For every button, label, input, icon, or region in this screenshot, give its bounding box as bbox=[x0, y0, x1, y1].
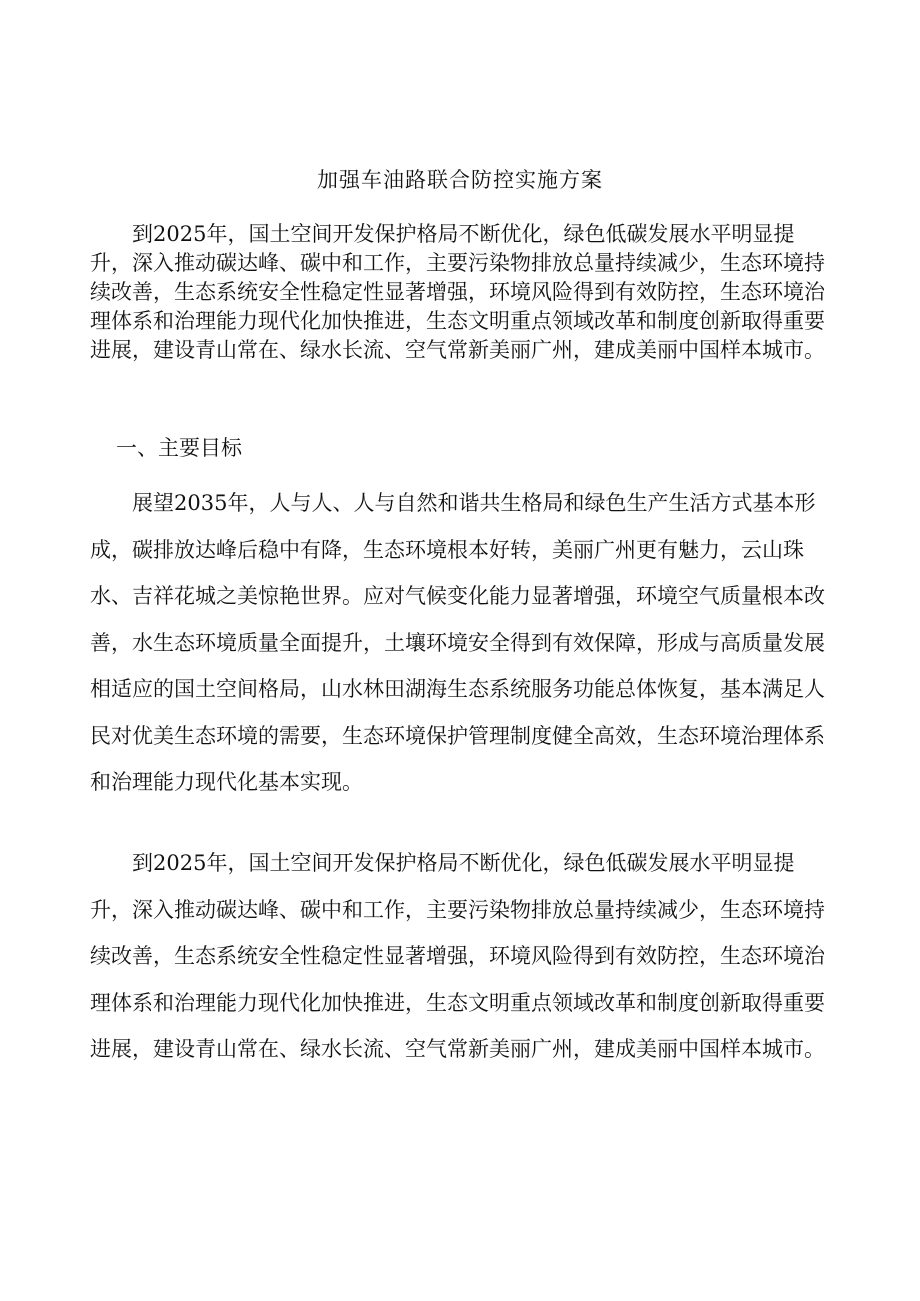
body-paragraph-2: 到2025年，国土空间开发保护格局不断优化，绿色低碳发展水平明显提升，深入推动碳达峰、碳中和工作，主要污染物排放总量持续减少，生态环境持续改善，生态系统安全性稳定性显著增强，环境风险得到有效防控，生态环境治理体系和治理能力现代化加快推进，生态文明重点领域改革和制度创新取得重要进展，建设青山常在、绿水长流、空气常新美丽广州，建成美丽中国样本城市。 bbox=[90, 851, 825, 1061]
document-title: 加强车油路联合防控实施方案 bbox=[317, 168, 603, 192]
intro-paragraph: 到2025年，国土空间开发保护格局不断优化，绿色低碳发展水平明显提升，深入推动碳达峰、碳中和工作，主要污染物排放总量持续减少，生态环境持续改善，生态系统安全性稳定性显著增强，环境风险得到有效防控，生态环境治理体系和治理能力现代化加快推进，生态文明重点领域改革和制度创新取得重要进展，建设青山常在、绿水长流、空气常新美丽广州，建成美丽中国样本城市。 bbox=[90, 222, 825, 362]
section-heading: 一、主要目标 bbox=[116, 436, 242, 460]
body-paragraph-1: 展望2035年，人与人、人与自然和谐共生格局和绿色生产生活方式基本形成，碳排放达峰后稳中有降，生态环境根本好转，美丽广州更有魅力，云山珠水、吉祥花城之美惊艳世界。应对气候变化能力显著增强，环境空气质量根本改善，水生态环境质量全面提升，土壤环境安全得到有效保障，形成与高质量发展相适应的国土空间格局，山水林田湖海生态系统服务功能总体恢复，基本满足人民对优美生态环境的需要，生态环境保护管理制度健全高效，生态环境治理体系和治理能力现代化基本实现。 bbox=[90, 491, 825, 794]
